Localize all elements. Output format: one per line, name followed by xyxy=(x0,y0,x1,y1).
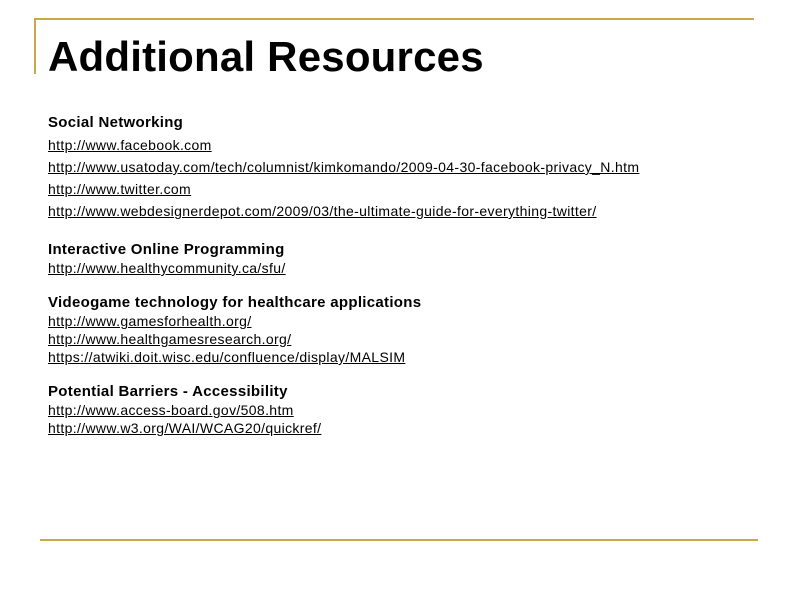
resource-link[interactable]: http://www.gamesforhealth.org/ xyxy=(48,313,252,329)
resource-link[interactable]: http://www.usatoday.com/tech/columnist/kimkomando/2009-04-30-facebook-privacy_N.htm xyxy=(48,159,640,175)
top-accent-line xyxy=(36,18,754,20)
resource-link[interactable]: https://atwiki.doit.wisc.edu/confluence/display/MALSIM xyxy=(48,349,406,365)
resource-link[interactable]: http://www.access-board.gov/508.htm xyxy=(48,402,294,418)
resource-link[interactable]: http://www.healthycommunity.ca/sfu/ xyxy=(48,260,286,276)
resource-link[interactable]: http://www.webdesignerdepot.com/2009/03/the-ultimate-guide-for-everything-twitter/ xyxy=(48,203,597,219)
resource-link[interactable]: http://www.twitter.com xyxy=(48,181,192,197)
resource-link[interactable]: http://www.w3.org/WAI/WCAG20/quickref/ xyxy=(48,420,322,436)
resource-link[interactable]: http://www.facebook.com xyxy=(48,137,212,153)
section-heading: Potential Barriers - Accessibility xyxy=(48,383,288,400)
page-title: Additional Resources xyxy=(48,33,484,80)
section-interactive-online-programming xyxy=(48,241,768,277)
section-heading: Social Networking xyxy=(48,114,184,131)
resource-link[interactable]: http://www.healthgamesresearch.org/ xyxy=(48,331,292,347)
left-accent-line xyxy=(34,18,36,74)
section-potential-barriers xyxy=(48,383,768,437)
bottom-accent-line xyxy=(40,539,758,541)
section-heading: Interactive Online Programming xyxy=(48,241,285,258)
section-social-networking xyxy=(48,112,768,222)
section-heading: Videogame technology for healthcare applications xyxy=(48,294,422,311)
section-videogame-technology xyxy=(48,294,768,366)
resources-list xyxy=(48,112,768,437)
